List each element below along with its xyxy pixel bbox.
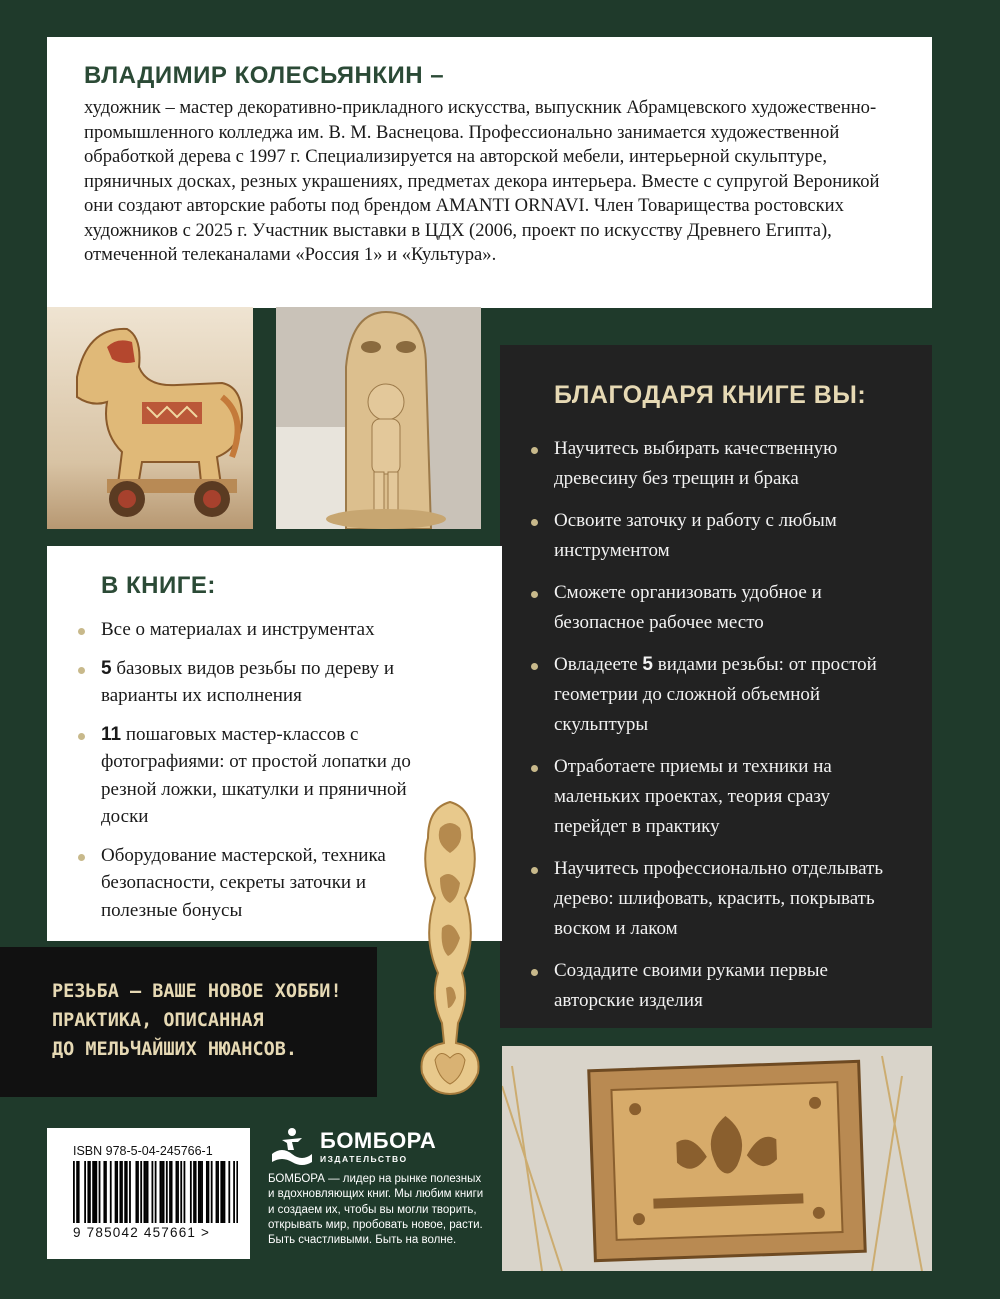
barcode-bar — [208, 1161, 210, 1223]
isbn-barcode-panel — [47, 1128, 250, 1259]
barcode-bar — [201, 1161, 203, 1223]
benefits-panel — [500, 345, 932, 1028]
barcode-bar — [110, 1161, 112, 1223]
list-item: Овладеете 5 видами резьбы: от простой геометрии до сложной объемной скульптуры — [530, 650, 902, 740]
isbn-label: ISBN 978-5-04-245766-1 — [73, 1144, 213, 1158]
barcode-bar — [176, 1161, 178, 1223]
benefits-list — [530, 434, 902, 1016]
list-item: Научитесь профессионально отделывать дерево: шлифовать, красить, покрывать воском и лаком — [530, 854, 902, 944]
in-book-heading: В КНИГЕ: — [101, 572, 216, 599]
barcode-bar — [129, 1161, 131, 1223]
barcode-bar — [180, 1161, 182, 1223]
barcode-bar — [200, 1161, 202, 1223]
barcode-bar — [78, 1161, 80, 1223]
list-item: Освоите заточку и работу с любым инструментом — [530, 506, 902, 566]
barcode-bar — [198, 1161, 200, 1223]
barcode-bar — [95, 1161, 97, 1223]
list-item: Научитесь выбирать качественную древесину без трещин и брака — [530, 434, 902, 494]
barcode-bar — [206, 1161, 208, 1223]
isbn-digits: 9 785042 457661 > — [73, 1225, 211, 1240]
barcode-bar — [163, 1161, 165, 1223]
barcode-bar — [140, 1161, 142, 1223]
barcode-bar — [193, 1161, 195, 1223]
barcode-bar — [228, 1161, 230, 1223]
carved-sculpture-photo — [276, 307, 481, 529]
list-item: Сможете организовать удобное и безопасное рабочее место — [530, 578, 902, 638]
surfer-logo-icon — [268, 1126, 314, 1166]
author-panel — [47, 37, 932, 308]
barcode-bar — [155, 1161, 157, 1223]
barcode-bar — [92, 1161, 94, 1223]
barcode-bar — [119, 1161, 121, 1223]
list-item: Отработаете приемы и техники на маленьких проектах, теория сразу перейдет в практику — [530, 752, 902, 842]
barcode-bar — [89, 1161, 91, 1223]
slogan-line: РЕЗЬБА — ВАШЕ НОВОЕ ХОББИ! — [52, 981, 342, 1002]
slogan-panel — [0, 947, 377, 1097]
barcode-bar — [233, 1161, 235, 1223]
barcode-bar — [99, 1161, 101, 1223]
barcode-bar — [147, 1161, 149, 1223]
author-bio: художник – мастер декоративно-прикладного искусства, выпускник Абрамцевского художественно-промышленного колледжа им. В. М. Васнецова. Профессионально занимается художественной обработкой дерева с 1997 г. Специализируется на авторской мебели, интерьерной скульптуре, пряничных досках, резных украшениях, предметах декора интерьера. Вместе с супругой Вероникой они создают авторские работы под брендом AMANTI ORNAVI. Член Товарищества ростовских художников с 2025 г. Участник выставки в ЦДХ (2006, проект по искусству Древнего Египта), отмеченной телеканалами «Россия 1» и «Культура». — [84, 97, 880, 265]
wooden-horse-photo — [47, 307, 253, 529]
barcode-bar — [116, 1161, 118, 1223]
barcode-bar — [166, 1161, 168, 1223]
barcode-bar — [177, 1161, 179, 1223]
barcode-bar — [87, 1161, 89, 1223]
barcode-bar — [105, 1161, 107, 1223]
barcode-bar — [115, 1161, 117, 1223]
barcode-bar — [190, 1161, 192, 1223]
barcode-bar — [171, 1161, 173, 1223]
gingerbread-board-photo — [502, 1046, 932, 1271]
list-item: Создадите своими руками первые авторские изделия — [530, 956, 902, 1016]
barcode-bar — [94, 1161, 96, 1223]
barcode-bar — [217, 1161, 219, 1223]
barcode-bar — [211, 1161, 213, 1223]
publisher-sub: ИЗДАТЕЛЬСТВО — [320, 1154, 408, 1164]
barcode-bar — [73, 1161, 75, 1223]
publisher-brand: БОМБОРА — [320, 1128, 437, 1153]
barcode-bar — [137, 1161, 139, 1223]
barcode-bar — [222, 1161, 224, 1223]
list-item: 11 пошаговых мастер-классов с фотографиями: от простой лопатки до резной ложки, шкатулки и пряничной доски — [77, 721, 422, 831]
publisher-logo — [268, 1126, 488, 1166]
barcode-bar — [161, 1161, 163, 1223]
slogan-line: ПРАКТИКА, ОПИСАННАЯ — [52, 1010, 264, 1031]
barcode-bar — [195, 1161, 197, 1223]
barcode-bar — [126, 1161, 128, 1223]
publisher-description: БОМБОРА — лидер на рынке полезных и вдохновляющих книг. Мы любим книги и создаем их, чтобы вы могли творить, открывать мир, пробовать новое, расти. Быть счастливыми. Быть на волне. — [268, 1173, 484, 1247]
barcode-bar — [169, 1161, 171, 1223]
barcode-bar — [216, 1161, 218, 1223]
barcode-bar — [160, 1161, 162, 1223]
barcode-bar — [152, 1161, 154, 1223]
barcode-bar — [143, 1161, 145, 1223]
list-item: Оборудование мастерской, техника безопасности, секреты заточки и полезные бонусы — [77, 842, 422, 925]
barcode-bar — [103, 1161, 105, 1223]
benefits-heading: БЛАГОДАРЯ КНИГЕ ВЫ: — [554, 381, 867, 409]
list-item: 5 базовых видов резьбы по дереву и варианты их исполнения — [77, 655, 422, 710]
barcode-bar — [121, 1161, 123, 1223]
barcode-bar — [224, 1161, 226, 1223]
barcode-bar — [236, 1161, 238, 1223]
barcode-bar — [184, 1161, 186, 1223]
barcode-bar — [220, 1161, 222, 1223]
barcode-bar — [135, 1161, 137, 1223]
list-item: Все о материалах и инструментах — [77, 616, 422, 644]
publisher-block — [268, 1126, 488, 1276]
barcode-bar — [84, 1161, 86, 1223]
barcode-icon — [73, 1161, 238, 1223]
barcode-bar — [124, 1161, 126, 1223]
barcode-bar — [145, 1161, 147, 1223]
in-book-list — [77, 616, 422, 924]
carved-spoon-photo — [410, 798, 490, 1096]
author-name: ВЛАДИМИР КОЛЕСЬЯНКИН – — [84, 62, 445, 89]
slogan-line: ДО МЕЛЬЧАЙШИХ НЮАНСОВ. — [52, 1039, 298, 1060]
barcode-bar — [76, 1161, 78, 1223]
